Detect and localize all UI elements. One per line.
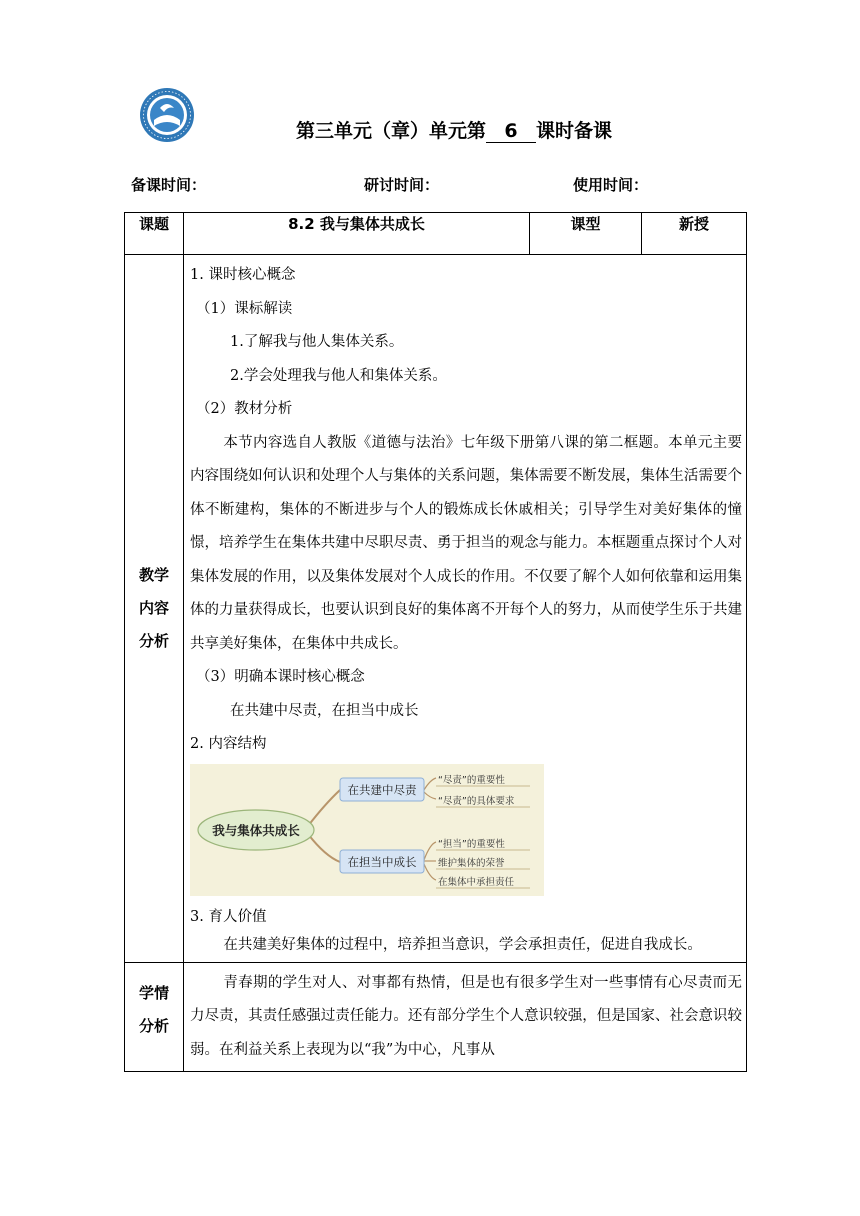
mindmap-root-text: 我与集体共成长 [212, 822, 300, 838]
discuss-time-label: 研讨时间： [364, 176, 440, 194]
title-suffix: 课时备课 [536, 120, 613, 142]
mindmap-leaf-text: “尽责”的重要性 [438, 774, 505, 786]
type-label: 课型 [530, 213, 642, 255]
section-heading: 2. 内容结构 [190, 736, 267, 752]
learner-analysis-paragraph: 青春期的学生对人、对事都有热情，但是也有很多学生对一些事情有心尽责而无力尽责，其责任感强过责任能力。还有部分学生个人意识较强，但是国家、社会意识较弱。在利益关系上表现为以“我”为中心，凡事从 [190, 974, 742, 1058]
section-heading: 1. 课时核心概念 [190, 267, 296, 283]
analysis-label-line: 分析 [138, 631, 169, 650]
subsection-heading: （3）明确本课时核心概念 [196, 669, 365, 685]
mindmap-branch-text: 在担当中成长 [347, 854, 417, 869]
type-value: 新授 [642, 213, 747, 255]
analysis-row [125, 255, 747, 963]
subsection-heading: （1）课标解读 [196, 300, 293, 317]
mindmap-leaf-text: “担当”的重要性 [438, 838, 505, 850]
subsection-heading: （2）教材分析 [196, 401, 293, 417]
list-item: 2.学会处理我与他人和集体关系。 [230, 367, 447, 384]
learner-analysis-content [184, 962, 747, 1072]
educational-value-paragraph: 在共建美好集体的过程中，培养担当意识，学会承担责任，促进自我成长。 [223, 936, 702, 953]
analysis-label-line: 内容 [138, 598, 169, 617]
lesson-number: 6 [486, 120, 536, 143]
analysis-label [125, 255, 184, 963]
learner-analysis-row [125, 962, 747, 1072]
core-concept: 在共建中尽责，在担当中成长 [230, 702, 419, 719]
topic-label: 课题 [125, 213, 184, 255]
prep-time-label: 备课时间： [131, 176, 207, 194]
table-header-row [125, 213, 747, 255]
learner-label-line: 分析 [138, 1016, 169, 1035]
mindmap-leaf-text: 在集体中承担责任 [438, 876, 515, 888]
lesson-plan-table [124, 212, 747, 1072]
list-item: 1.了解我与他人集体关系。 [230, 334, 404, 350]
content-structure-mindmap [190, 764, 544, 896]
mindmap-leaf-text: “尽责”的具体要求 [438, 795, 515, 807]
page-title [0, 116, 860, 143]
use-time-label: 使用时间： [573, 176, 649, 194]
analysis-label-line: 教学 [138, 565, 169, 584]
topic-value: 8.2 我与集体共成长 [184, 213, 530, 255]
title-prefix: 第三单元（章）单元第 [295, 120, 486, 142]
learner-analysis-label [125, 962, 184, 1072]
learner-label-line: 学情 [138, 983, 169, 1002]
textbook-analysis-paragraph: 本节内容选自人教版《道德与法治》七年级下册第八课的第二框题。本单元主要内容围绕如何认识和处理个人与集体的关系问题，集体需要不断发展，集体生活需要个体不断建构，集体的不断进步与个人的锻炼成长休戚相关；引导学生对美好集体的憧憬，培养学生在集体共建中尽职尽责、勇于担当的观念与能力。本框题重点探讨个人对集体发展的作用，以及集体发展对个人成长的作用。不仅要了解个人如何依靠和运用集体的力量获得成长，也要认识到良好的集体离不开每个人的努力，从而使学生乐于共建共享美好集体，在集体中共成长。 [190, 434, 742, 652]
analysis-content [184, 255, 747, 963]
mindmap-branch-text: 在共建中尽责 [347, 782, 417, 797]
section-heading: 3. 育人价值 [190, 908, 267, 925]
mindmap-leaf-text: 维护集体的荣誉 [438, 857, 505, 869]
